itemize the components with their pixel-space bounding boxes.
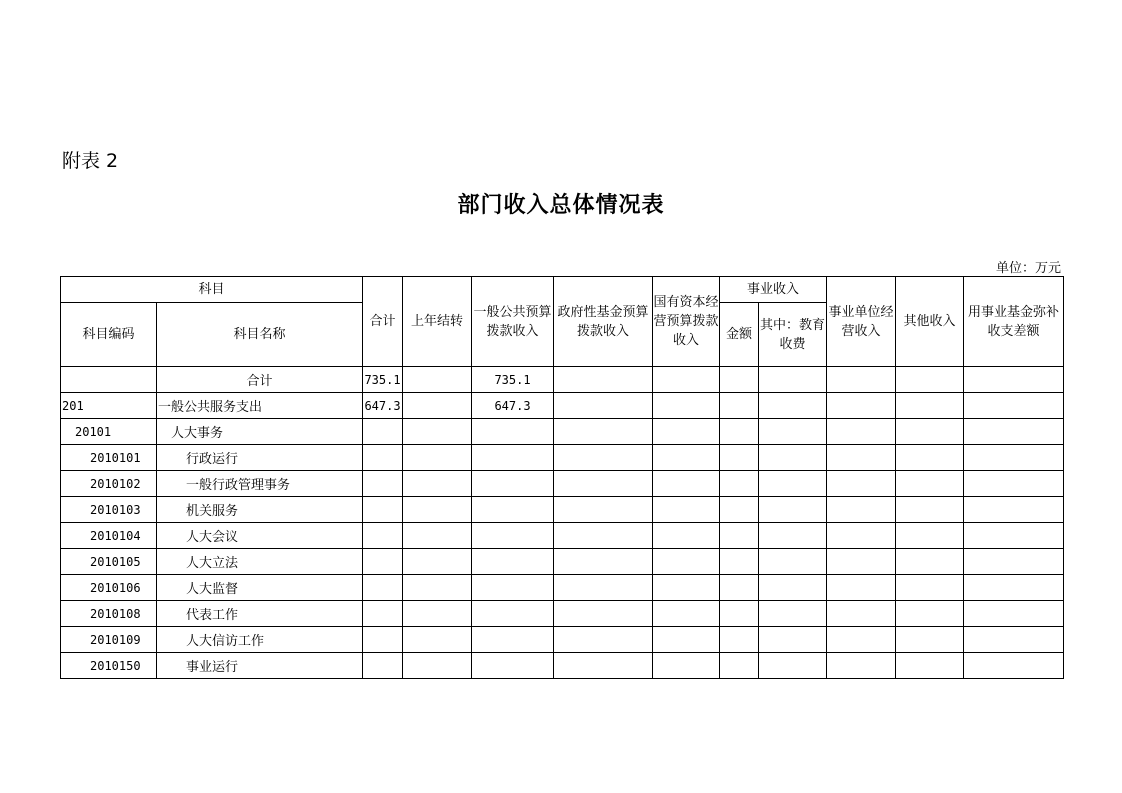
row-other — [896, 393, 964, 419]
row-unit-operating — [827, 497, 896, 523]
row-business-amount — [720, 367, 759, 393]
table-row — [61, 523, 1064, 549]
row-business-amount — [720, 549, 759, 575]
row-business-amount — [720, 601, 759, 627]
row-fund-offset — [964, 445, 1064, 471]
row-carryover — [403, 627, 472, 653]
row-fund-offset — [964, 393, 1064, 419]
row-state-capital — [653, 653, 720, 679]
row-code: 2010102 — [61, 471, 157, 497]
row-fund-offset — [964, 601, 1064, 627]
row-total — [363, 497, 403, 523]
row-general-budget — [472, 445, 554, 471]
row-fund-offset — [964, 653, 1064, 679]
row-unit-operating — [827, 471, 896, 497]
table-row — [61, 653, 1064, 679]
row-unit-operating — [827, 393, 896, 419]
row-edu-fee — [759, 575, 827, 601]
header-edu-fee: 其中：教育收费 — [759, 303, 827, 367]
row-total — [363, 523, 403, 549]
table-row — [61, 497, 1064, 523]
row-edu-fee — [759, 445, 827, 471]
table-row — [61, 445, 1064, 471]
row-business-amount — [720, 627, 759, 653]
row-state-capital — [653, 523, 720, 549]
table-row — [61, 367, 1064, 393]
row-fund-offset — [964, 575, 1064, 601]
header-business-income: 事业收入 — [720, 277, 827, 303]
row-unit-operating — [827, 549, 896, 575]
row-total — [363, 653, 403, 679]
row-other — [896, 575, 964, 601]
row-carryover — [403, 523, 472, 549]
row-carryover — [403, 497, 472, 523]
row-state-capital — [653, 575, 720, 601]
row-gov-fund — [554, 523, 653, 549]
row-edu-fee — [759, 523, 827, 549]
row-carryover — [403, 653, 472, 679]
row-other — [896, 549, 964, 575]
row-total — [363, 575, 403, 601]
row-code: 2010108 — [61, 601, 157, 627]
row-state-capital — [653, 549, 720, 575]
row-total — [363, 419, 403, 445]
row-other — [896, 445, 964, 471]
row-other — [896, 627, 964, 653]
row-fund-offset — [964, 419, 1064, 445]
row-unit-operating — [827, 575, 896, 601]
row-gov-fund — [554, 601, 653, 627]
row-state-capital — [653, 471, 720, 497]
row-state-capital — [653, 419, 720, 445]
row-general-budget — [472, 549, 554, 575]
row-gov-fund — [554, 575, 653, 601]
row-code: 2010103 — [61, 497, 157, 523]
row-total — [363, 601, 403, 627]
row-name: 事业运行 — [157, 653, 363, 679]
header-name: 科目名称 — [157, 303, 363, 367]
table-row — [61, 393, 1064, 419]
row-name: 机关服务 — [157, 497, 363, 523]
row-code: 201 — [61, 393, 157, 419]
row-carryover — [403, 575, 472, 601]
row-general-budget — [472, 497, 554, 523]
header-state-capital: 国有资本经营预算拨款收入 — [653, 277, 720, 367]
row-name: 人大立法 — [157, 549, 363, 575]
row-business-amount — [720, 575, 759, 601]
header-subject: 科目 — [61, 277, 363, 303]
row-general-budget — [472, 627, 554, 653]
row-unit-operating — [827, 653, 896, 679]
row-state-capital — [653, 601, 720, 627]
row-general-budget — [472, 575, 554, 601]
row-business-amount — [720, 523, 759, 549]
row-name: 一般行政管理事务 — [157, 471, 363, 497]
row-fund-offset — [964, 549, 1064, 575]
row-fund-offset — [964, 627, 1064, 653]
row-code: 2010106 — [61, 575, 157, 601]
row-general-budget: 647.3 — [472, 393, 554, 419]
row-business-amount — [720, 653, 759, 679]
row-general-budget — [472, 471, 554, 497]
row-edu-fee — [759, 653, 827, 679]
row-unit-operating — [827, 601, 896, 627]
table-row — [61, 549, 1064, 575]
header-gov-fund: 政府性基金预算拨款收入 — [554, 277, 653, 367]
row-business-amount — [720, 497, 759, 523]
row-gov-fund — [554, 367, 653, 393]
row-general-budget: 735.1 — [472, 367, 554, 393]
header-general-budget: 一般公共预算拨款收入 — [472, 277, 554, 367]
row-total — [363, 549, 403, 575]
table-row — [61, 627, 1064, 653]
row-state-capital — [653, 367, 720, 393]
header-carryover: 上年结转 — [403, 277, 472, 367]
page-title: 部门收入总体情况表 — [457, 192, 665, 218]
row-business-amount — [720, 419, 759, 445]
row-carryover — [403, 601, 472, 627]
header-amount: 金额 — [720, 303, 759, 367]
row-name: 人大信访工作 — [157, 627, 363, 653]
row-business-amount — [720, 393, 759, 419]
row-carryover — [403, 419, 472, 445]
row-unit-operating — [827, 445, 896, 471]
row-gov-fund — [554, 393, 653, 419]
row-fund-offset — [964, 523, 1064, 549]
row-edu-fee — [759, 367, 827, 393]
row-general-budget — [472, 653, 554, 679]
header-total: 合计 — [363, 277, 403, 367]
row-code — [61, 367, 157, 393]
row-name: 行政运行 — [157, 445, 363, 471]
row-gov-fund — [554, 497, 653, 523]
row-code: 2010105 — [61, 549, 157, 575]
table-row — [61, 601, 1064, 627]
table-row — [61, 419, 1064, 445]
row-total — [363, 445, 403, 471]
row-other — [896, 497, 964, 523]
row-name: 一般公共服务支出 — [157, 393, 363, 419]
row-other — [896, 523, 964, 549]
row-carryover — [403, 445, 472, 471]
row-carryover — [403, 549, 472, 575]
row-carryover — [403, 471, 472, 497]
row-unit-operating — [827, 367, 896, 393]
row-state-capital — [653, 445, 720, 471]
header-code: 科目编码 — [61, 303, 157, 367]
row-edu-fee — [759, 419, 827, 445]
row-total — [363, 627, 403, 653]
row-edu-fee — [759, 497, 827, 523]
row-business-amount — [720, 471, 759, 497]
row-fund-offset — [964, 471, 1064, 497]
row-unit-operating — [827, 419, 896, 445]
header-fund-offset: 用事业基金弥补收支差额 — [964, 277, 1064, 367]
table-row — [61, 575, 1064, 601]
row-state-capital — [653, 393, 720, 419]
row-unit-operating — [827, 627, 896, 653]
row-gov-fund — [554, 419, 653, 445]
row-state-capital — [653, 497, 720, 523]
row-other — [896, 601, 964, 627]
row-state-capital — [653, 627, 720, 653]
row-business-amount — [720, 445, 759, 471]
row-edu-fee — [759, 471, 827, 497]
row-gov-fund — [554, 445, 653, 471]
table-row — [61, 471, 1064, 497]
row-code: 20101 — [61, 419, 157, 445]
header-other: 其他收入 — [896, 277, 964, 367]
row-unit-operating — [827, 523, 896, 549]
income-table — [60, 276, 1064, 679]
row-total — [363, 471, 403, 497]
row-fund-offset — [964, 497, 1064, 523]
row-total: 735.1 — [363, 367, 403, 393]
row-other — [896, 419, 964, 445]
row-code: 2010109 — [61, 627, 157, 653]
row-other — [896, 653, 964, 679]
row-name: 人大监督 — [157, 575, 363, 601]
row-name: 代表工作 — [157, 601, 363, 627]
row-edu-fee — [759, 627, 827, 653]
row-code: 2010101 — [61, 445, 157, 471]
row-edu-fee — [759, 393, 827, 419]
row-gov-fund — [554, 549, 653, 575]
row-name: 人大会议 — [157, 523, 363, 549]
row-general-budget — [472, 523, 554, 549]
header-unit-operating: 事业单位经营收入 — [827, 277, 896, 367]
row-name: 合计 — [157, 367, 363, 393]
row-carryover — [403, 367, 472, 393]
row-edu-fee — [759, 549, 827, 575]
row-carryover — [403, 393, 472, 419]
row-edu-fee — [759, 601, 827, 627]
row-total: 647.3 — [363, 393, 403, 419]
row-general-budget — [472, 419, 554, 445]
unit-label: 单位：万元 — [995, 261, 1061, 276]
row-gov-fund — [554, 627, 653, 653]
row-fund-offset — [964, 367, 1064, 393]
annex-label: 附表 2 — [62, 150, 119, 172]
row-code: 2010104 — [61, 523, 157, 549]
row-gov-fund — [554, 471, 653, 497]
row-other — [896, 367, 964, 393]
row-other — [896, 471, 964, 497]
row-name: 人大事务 — [157, 419, 363, 445]
row-general-budget — [472, 601, 554, 627]
row-code: 2010150 — [61, 653, 157, 679]
row-gov-fund — [554, 653, 653, 679]
